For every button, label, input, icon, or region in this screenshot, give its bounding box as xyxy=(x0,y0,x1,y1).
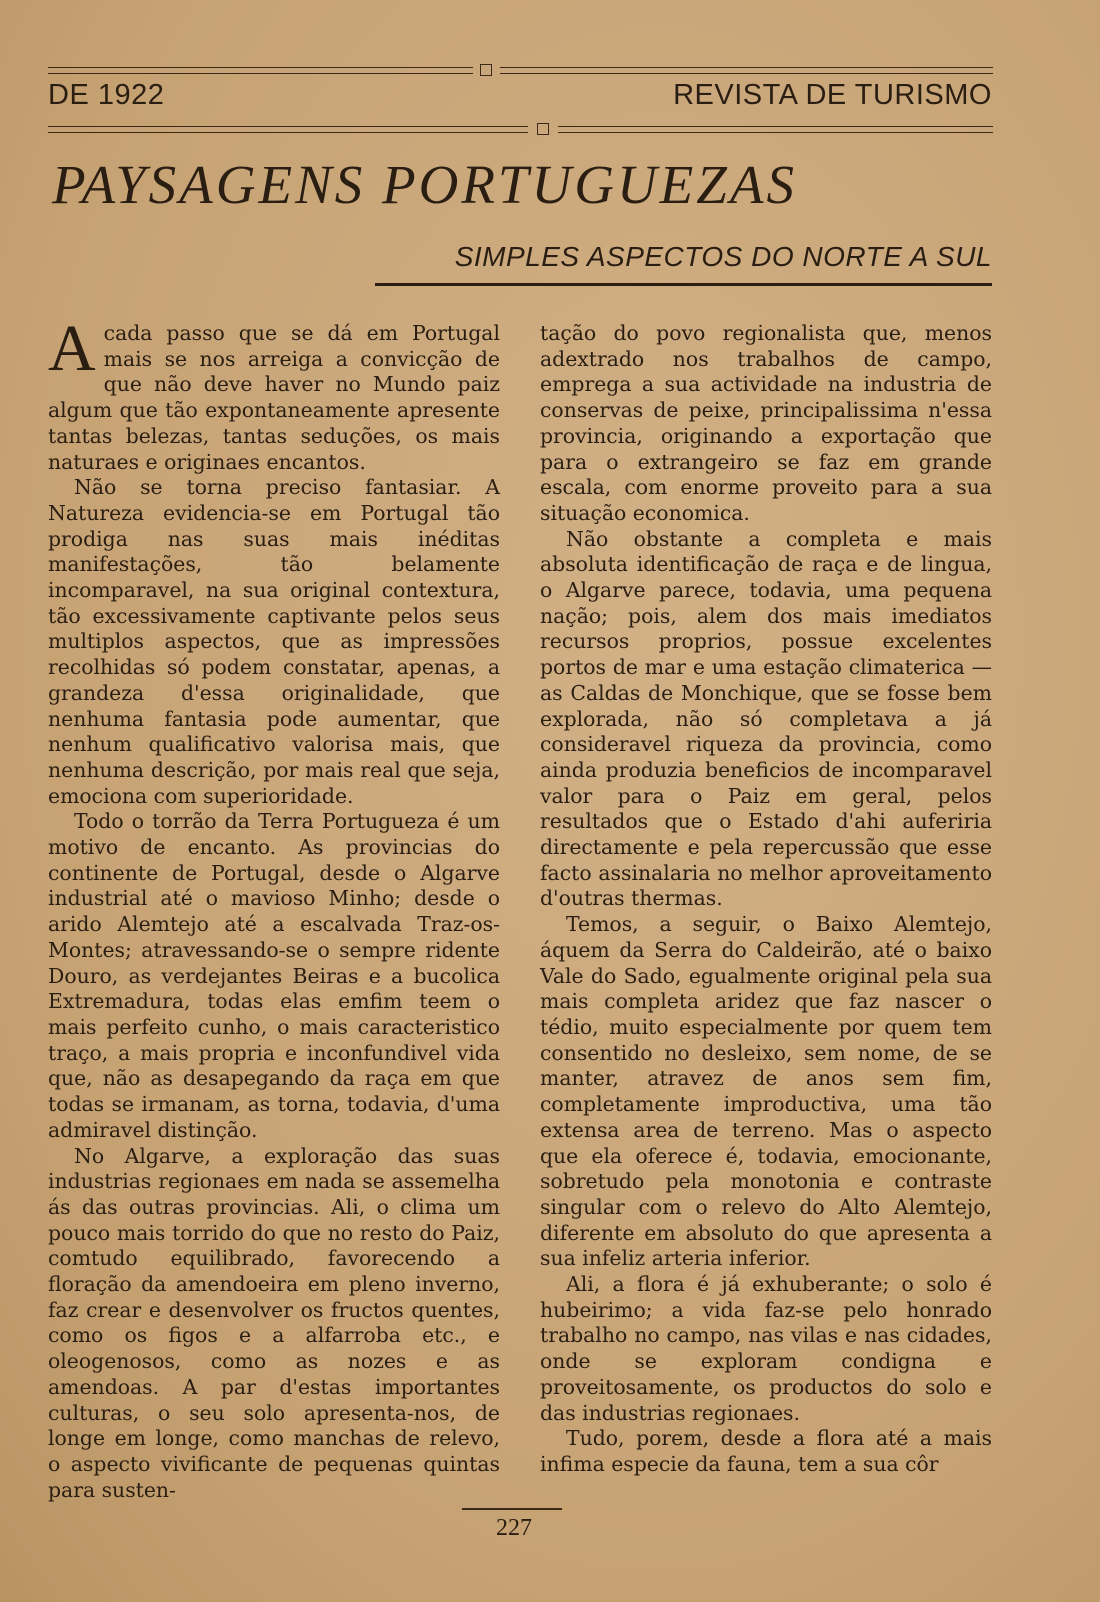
paragraph xyxy=(48,312,500,475)
rule-line xyxy=(48,126,528,133)
paragraph: Temos, a seguir, o Baixo Alemtejo, áquem da Serra do Caldeirão, até o baixo Vale do Sado, egualmente original pela sua mais completa aridez que faz nascer o tédio, muito especialmente por quem tem consentido no desleixo, sem nome, de se manter, atravez de anos sem fim, completamente improductiva, uma tão extensa area de terreno. Mas o aspecto que ela oferece é, todavia, emocionante, sobretudo pela monotonia e contraste singular com o relevo do Alto Alemtejo, diferente em absoluto do que apresenta a sua infeliz arteria inferior. xyxy=(540,912,992,1271)
page-number: 227 xyxy=(496,1515,532,1541)
article-subtitle: SIMPLES ASPECTOS DO NORTE A SUL xyxy=(454,241,992,272)
header-top-rule xyxy=(48,64,993,78)
paragraph: Não obstante a completa e mais absoluta identificação de raça e de lingua, o Algarve parece, todavia, uma pequena nação; pois, alem dos mais imediatos recursos proprios, possue excelentes portos de mar e uma estação climaterica — as Caldas de Monchique, que se fosse bem explorada, não só completava a já consideravel riqueza da provincia, como ainda produzia beneficios de incomparavel valor para o Paiz em geral, pelos resultados que o Estado d'ahi auferiria directamente e pela repercussão que esse facto assinalaria no melhor aproveitamento d'outras thermas. xyxy=(540,526,992,911)
drop-cap: A xyxy=(48,312,96,385)
paragraph-text: cada passo que se dá em Portugal mais se nos arreiga a convicção de que não deve haver no Mundo paiz algum que tão expontaneamente apresente tantas belezas, tantas seduções, os mais naturaes e originaes encantos. xyxy=(48,321,500,474)
rule-ornament xyxy=(537,123,549,135)
left-column xyxy=(48,312,500,1503)
subtitle-underline xyxy=(375,283,992,286)
header-publication: REVISTA DE TURISMO xyxy=(673,79,992,111)
paragraph: Não se torna preciso fantasiar. A Natureza evidencia-se em Portugal tão prodiga nas suas mais inéditas manifestações, tão belamente incomparavel, na sua original contextura, tão excessivamente captivante pelos seus multiplos aspectos, que as impressões recolhidas só podem constatar, apenas, a grandeza d'essa originalidade, que nenhuma fantasia pode aumentar, que nenhum qualificativo valorisa mais, que nenhuma descrição, por mais real que seja, emociona com superioridade. xyxy=(48,475,500,808)
rule-line xyxy=(500,67,993,74)
paragraph: Ali, a flora é já exhuberante; o solo é hubeirimo; a vida faz-se pelo honrado trabalho no campo, nas vilas e nas cidades, onde se exploram condigna e proveitosamente, os productos do solo e das industrias regionaes. xyxy=(540,1272,992,1425)
header-date: DE 1922 xyxy=(48,79,165,111)
rule-line xyxy=(48,67,473,74)
rule-line xyxy=(558,126,993,133)
header-bottom-rule xyxy=(48,123,993,137)
paragraph: No Algarve, a exploração das suas industrias regionaes em nada se assemelha ás das outras provincias. Ali, o clima um pouco mais torrido do que no resto do Paiz, comtudo equilibrado, favorecendo a floração da amendoeira em pleno inverno, faz crear e desenvolver os fructos quentes, como os figos e a alfarroba etc., e oleogenosos, como as nozes e as amendoas. A par d'estas importantes culturas, o seu solo apresenta-nos, de longe em longe, como manchas de relevo, o aspecto vivificante de pequenas quintas para susten- xyxy=(48,1143,500,1502)
article-title: PAYSAGENS PORTUGUEZAS xyxy=(52,154,797,215)
paragraph: Todo o torrão da Terra Portugueza é um motivo de encanto. As provincias do continente de Portugal, desde o Algarve industrial até o mavioso Minho; desde o arido Alemtejo até a escalvada Traz-os-Montes; atravessando-se o sempre ridente Douro, as verdejantes Beiras e a bucolica Extremadura, todas elas emfim teem o mais perfeito cunho, o mais caracteristico traço, a mais propria e inconfundivel vida que, não as desapegando da raça em que todas se irmanam, as torna, todavia, d'uma admiravel distinção. xyxy=(48,809,500,1142)
paragraph: Tudo, porem, desde a flora até a mais infima especie da fauna, tem a sua côr xyxy=(540,1426,992,1476)
right-column xyxy=(540,321,992,1478)
footer-rule xyxy=(462,1508,562,1510)
rule-ornament xyxy=(480,64,492,76)
paragraph: tação do povo regionalista que, menos adextrado nos trabalhos de campo, emprega a sua actividade na industria de conservas de peixe, principalissima n'essa provincia, originando a exportação que para o extrangeiro se faz em grande escala, com enorme proveito para a sua situação economica. xyxy=(540,321,992,525)
